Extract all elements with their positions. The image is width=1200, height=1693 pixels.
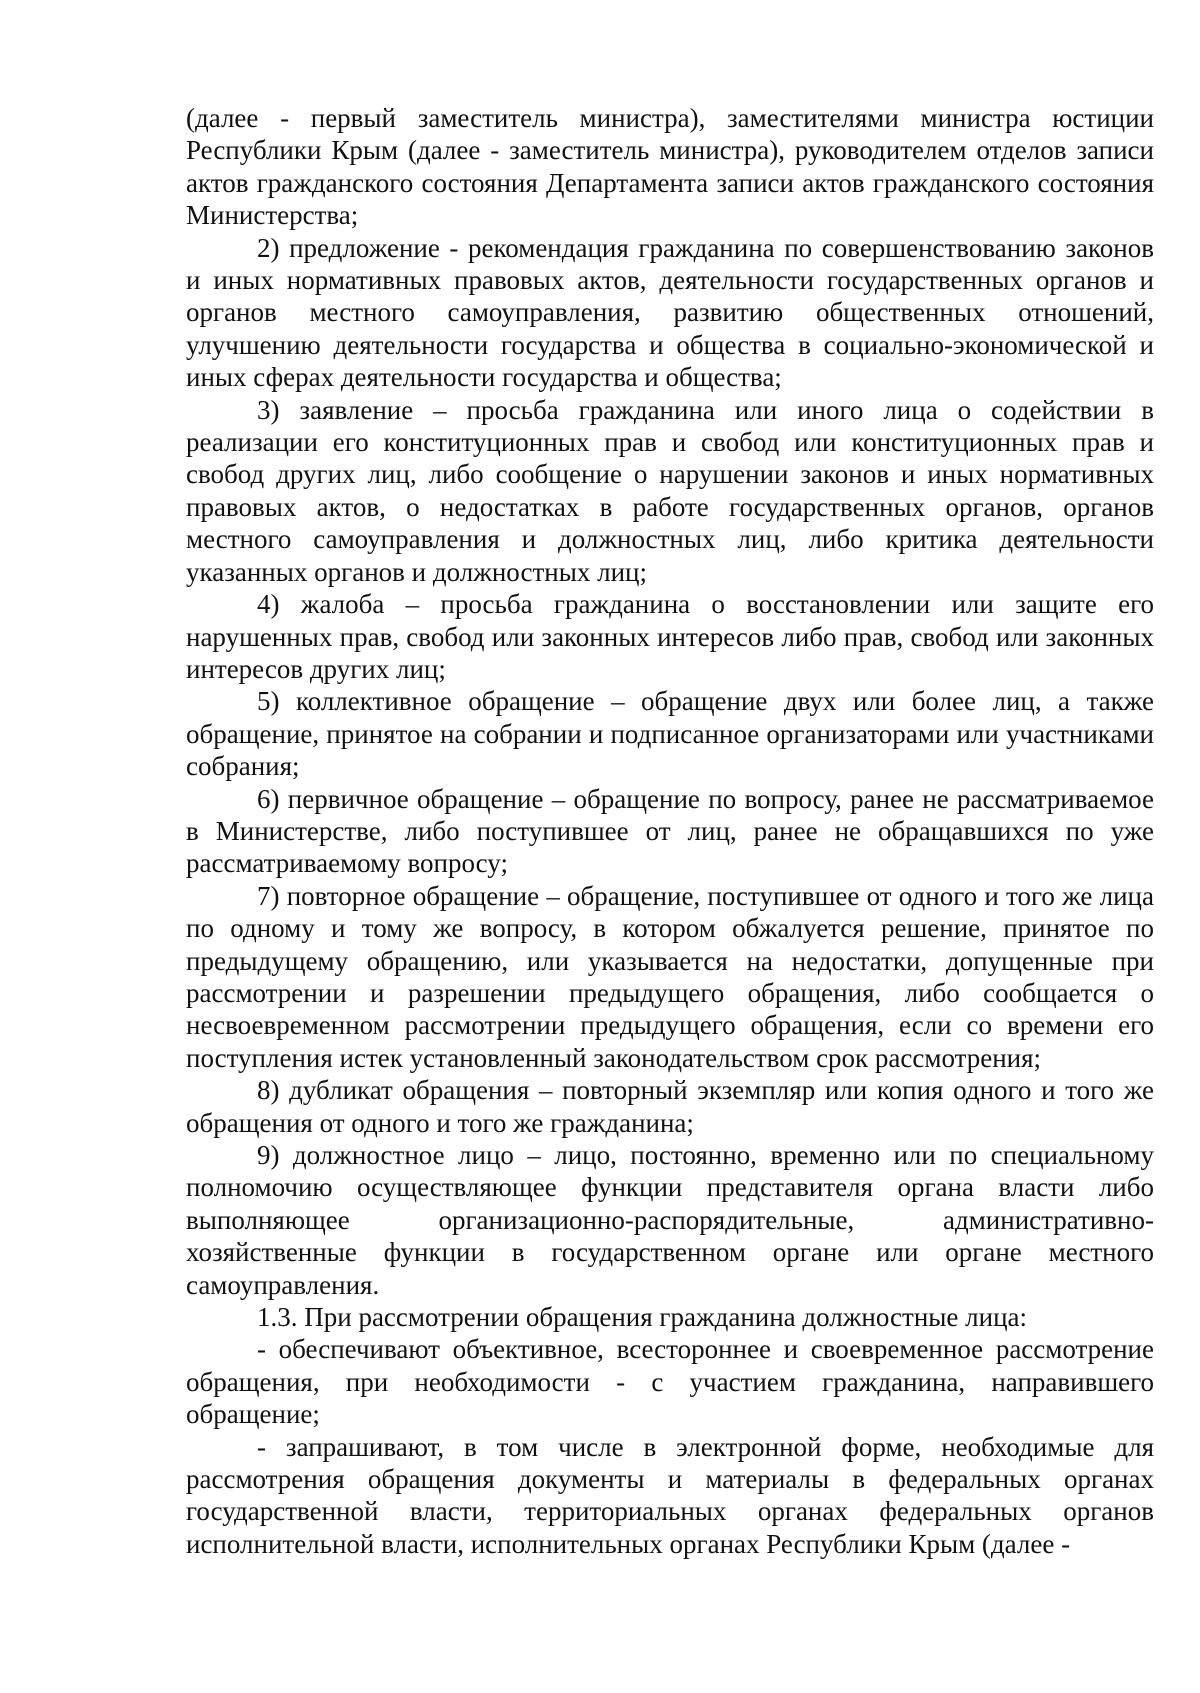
paragraph-definition-8-duplicate: 8) дубликат обращения – повторный экземпляр или копия одного и того же обращения от одного и того же гражданина; (186, 1075, 1154, 1138)
paragraph-section-1-3: 1.3. При рассмотрении обращения гражданина должностные лица: (257, 1302, 1028, 1333)
document-page (186, 102, 1154, 1560)
paragraph-intro-continuation: (далее - первый заместитель министра), заместителями министра юстиции Республики Крым (далее - заместитель министра), руководителем отделов записи актов гражданского состояния Департамента записи актов гражданского состояния Министерства; (186, 103, 1154, 231)
paragraph-definition-5-collective-appeal: 5) коллективное обращение – обращение двух или более лиц, а также обращение, принятое на собрании и подписанное организаторами или участниками собрания; (186, 686, 1154, 782)
paragraph-definition-2-proposal: 2) предложение - рекомендация гражданина по совершенствованию законов и иных нормативных правовых актов, деятельности государственных органов и органов местного самоуправления, развитию общественных отношений, улучшению деятельности государства и общества в социально-экономической и иных сферах деятельности государства и общества; (186, 232, 1154, 393)
paragraph-definition-7-repeat-appeal: 7) повторное обращение – обращение, поступившее от одного и того же лица по одному и тому же вопросу, в котором обжалуется решение, принятое по предыдущему обращению, или указывается на недостатки, допущенные при рассмотрении и разрешении предыдущего обращения, либо сообщается о несвоевременном рассмотрении предыдущего обращения, если со времени его поступления истек установленный законодательством срок рассмотрения; (186, 880, 1154, 1073)
paragraph-bullet-ensure-review: - обеспечивают объективное, всестороннее и своевременное рассмотрение обращения, при необходимости - с участием гражданина, направившего обращение; (186, 1334, 1154, 1430)
paragraph-definition-9-official: 9) должностное лицо – лицо, постоянно, временно или по специальному полномочию осуществляющее функции представителя органа власти либо выполняющее организационно-распорядительные, административно-хозяйственные функции в государственном органе или органе местного самоуправления. (186, 1140, 1154, 1300)
paragraph-bullet-request-documents: - запрашивают, в том числе в электронной форме, необходимые для рассмотрения обращения документы и материалы в федеральных органах государственной власти, территориальных органах федеральных органов исполнительной власти, исполнительных органах Республики Крым (далее - (186, 1431, 1154, 1559)
paragraph-definition-3-statement: 3) заявление – просьба гражданина или иного лица о содействии в реализации его конституционных прав и свобод или конституционных прав и свобод других лиц, либо сообщение о нарушении законов и иных нормативных правовых актов, о недостатках в работе государственных органов, органов местного самоуправления и должностных лиц, либо критика деятельности указанных органов и должностных лиц; (186, 394, 1154, 587)
paragraph-definition-4-complaint: 4) жалоба – просьба гражданина о восстановлении или защите его нарушенных прав, свобод или законных интересов либо прав, свобод или законных интересов других лиц; (186, 589, 1154, 684)
paragraph-definition-6-primary-appeal: 6) первичное обращение – обращение по вопросу, ранее не рассматриваемое в Министерстве, либо поступившее от лиц, ранее не обращавшихся по уже рассматриваемому вопросу; (186, 783, 1154, 879)
